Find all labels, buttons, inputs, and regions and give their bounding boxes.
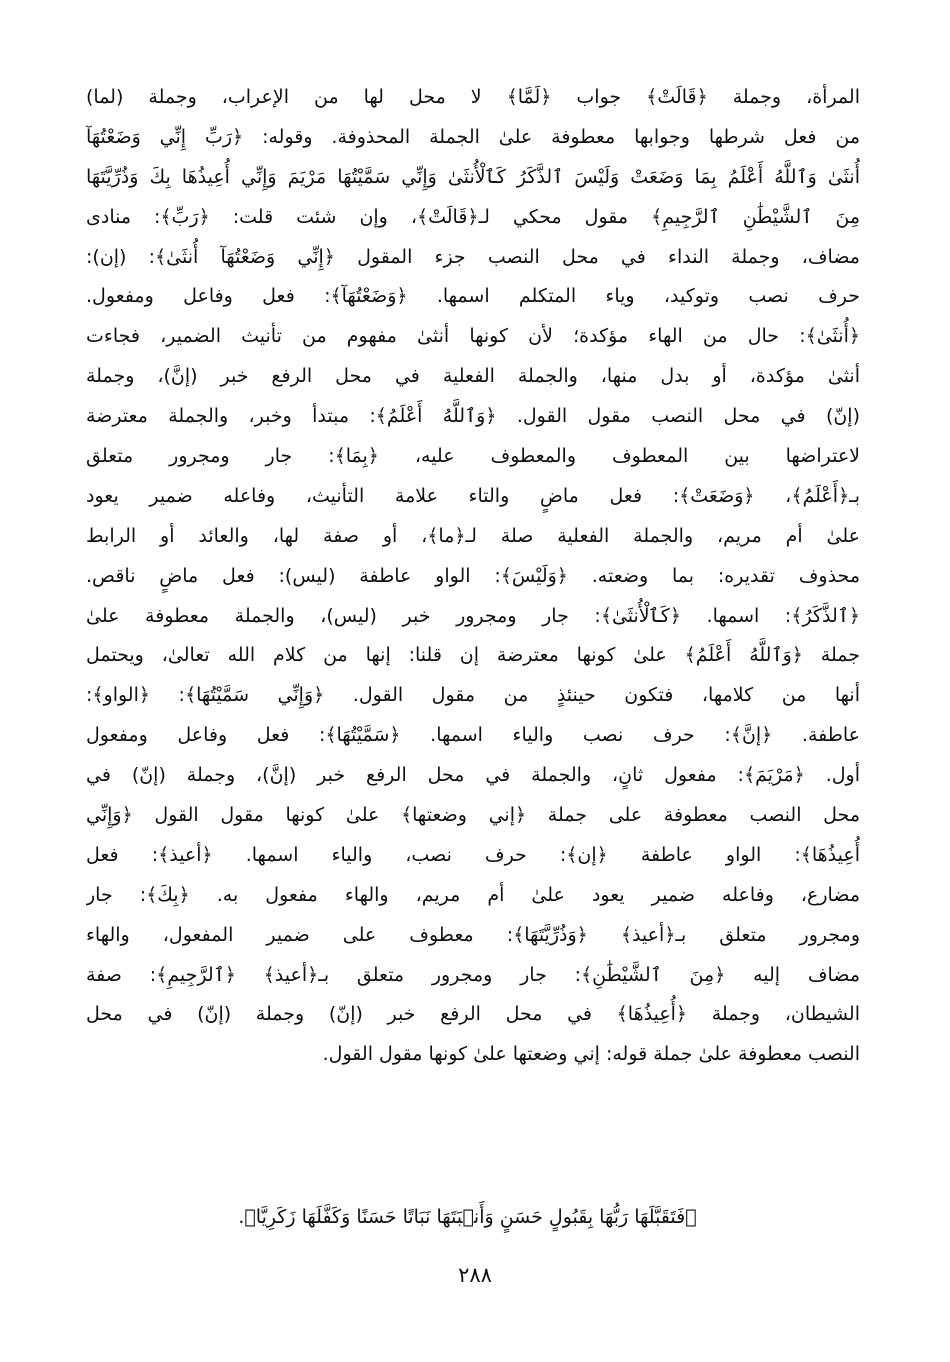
text-line: مضارع، وفاعله ضمير يعود علىٰ أم مريم، والهاء مفعول به. ﴿بِكَ﴾: جار <box>86 883 860 906</box>
text-line: حرف نصب وتوكيد، وياء المتكلم اسمها. ﴿وَضَعْتُهَآ﴾: فعل وفاعل ومفعول. <box>86 285 860 308</box>
text-line: جملة ﴿وَٱللَّهُ أَعْلَمُ﴾ علىٰ كونها معترضة إن قلنا: إنها من كلام الله تعالىٰ، ويحتمل <box>86 644 860 667</box>
text-line: عاطفة. ﴿إنَّ﴾: حرف نصب والياء اسمها. ﴿سَمَّيْتُهَا﴾: فعل وفاعل ومفعول <box>86 724 860 747</box>
text-line: مضاف، وجملة النداء في محل النصب جزء المقول ﴿إِنِّي وَضَعْتُهَآ أُنثَىٰ﴾: (إن): <box>86 245 860 268</box>
text-line: محذوف تقديره: بما وضعته. ﴿وَلَيْسَ﴾: الواو عاطفة (ليس): فعل ماضٍ ناقص. <box>86 564 860 587</box>
text-line: (إنّ) في محل النصب مقول القول. ﴿وَٱللَّهُ أَعْلَمُ﴾: مبتدأ وخبر، والجملة معترضة <box>86 405 860 428</box>
text-line: المرأة، وجملة ﴿قَالَتْ﴾ جواب ﴿لَمَّا﴾ لا محل لها من الإعراب، وجملة (لما) <box>86 86 860 108</box>
text-line: أُنثَىٰ وَٱللَّهُ أَعْلَمُ بِمَا وَضَعَتْ وَلَيْسَ ٱلذَّكَرُ كَٱلْأُنثَىٰ وَإِنِّي سَمَّيْتُهَا مَرْيَمَ وَإِنِّي أُعِيذُهَا بِكَ وَذُرِّيَّتَهَا <box>86 165 860 188</box>
text-line: علىٰ أم مريم، والجملة الفعلية صلة لـ﴿ما﴾، أو صفة لها، والعائد أو الرابط <box>86 524 860 547</box>
text-line: ﴿ٱلذَّكَرُ﴾: اسمها. ﴿كَٱلْأُنثَىٰ﴾: جار ومجرور خبر (ليس)، والجملة معطوفة علىٰ <box>86 604 860 627</box>
page-number: ٢٨٨ <box>458 1263 492 1287</box>
text-line: أنثىٰ مؤكدة، أو بدل منها، والجملة الفعلية في محل الرفع خبر (إنَّ)، وجملة <box>86 365 860 388</box>
text-line: لاعتراضها بين المعطوف والمعطوف عليه، ﴿بِمَا﴾: جار ومجرور متعلق <box>86 445 860 468</box>
text-line: بـ﴿أَعْلَمُ﴾، ﴿وَضَعَتْ﴾: فعل ماضٍ والتاء علامة التأنيث، وفاعله ضمير يعود <box>86 484 860 507</box>
text-line: مضاف إليه ﴿مِنَ ٱلشَّيْطَٰنِ﴾: جار ومجرور متعلق بـ﴿أعيذ﴾ ﴿ٱلرَّجِيمِ﴾: صفة <box>86 963 860 986</box>
text-line: أنها من كلامها، فتكون حينئذٍ من مقول القول. ﴿وَإِنِّي سَمَّيْتُهَا﴾: ﴿الواو﴾: <box>86 684 860 707</box>
text-line: أُعِيذُهَا﴾: الواو عاطفة ﴿إن﴾: حرف نصب، والياء اسمها. ﴿أعيذ﴾: فعل <box>86 843 860 866</box>
quran-verse-heading: ﴿فَتَقَبَّلَهَا رَبُّهَا بِقَبُولٍ حَسَنٍ وَأَنۢبَتَهَا نَبَاتًا حَسَنًا وَكَفَّلَهَا زَكَرِيَّا﴾. <box>238 1206 697 1228</box>
text-line: أول. ﴿مَرْيَمَ﴾: مفعول ثانٍ، والجملة في محل الرفع خبر (إنَّ)، وجملة (إنّ) في <box>86 764 860 787</box>
text-line: من فعل شرطها وجوابها معطوفة علىٰ الجملة المحذوفة. وقوله: ﴿رَبِّ إِنِّي وَضَعْتُهَآ <box>86 125 860 148</box>
text-line: ﴿أُنثَىٰ﴾: حال من الهاء مؤكدة؛ لأن كونها أنثىٰ مفهوم من تأنيث الضمير، فجاءت <box>86 325 860 348</box>
text-line: مِنَ ٱلشَّيْطَٰنِ ٱلرَّجِيمِ﴾ مقول محكي لـ﴿قَالَتْ﴾، وإن شئت قلت: ﴿رَبِّ﴾: منادى <box>86 205 860 228</box>
text-line: الشيطان، وجملة ﴿أُعِيذُهَا﴾ في محل الرفع خبر (إنّ) وجملة (إنّ) في محل <box>86 1003 860 1026</box>
text-line: النصب معطوفة علىٰ جملة قوله: إني وضعتها علىٰ كونها مقول القول. <box>322 1043 860 1066</box>
text-line: ومجرور متعلق بـ﴿أعيذ﴾ ﴿وَذُرِّيَّتَهَا﴾: معطوف على ضمير المفعول، والهاء <box>86 923 860 946</box>
text-line: محل النصب معطوفة على جملة ﴿إني وضعتها﴾ علىٰ كونها مقول القول ﴿وَإِنِّي <box>86 804 860 827</box>
body-text <box>86 78 860 1075</box>
